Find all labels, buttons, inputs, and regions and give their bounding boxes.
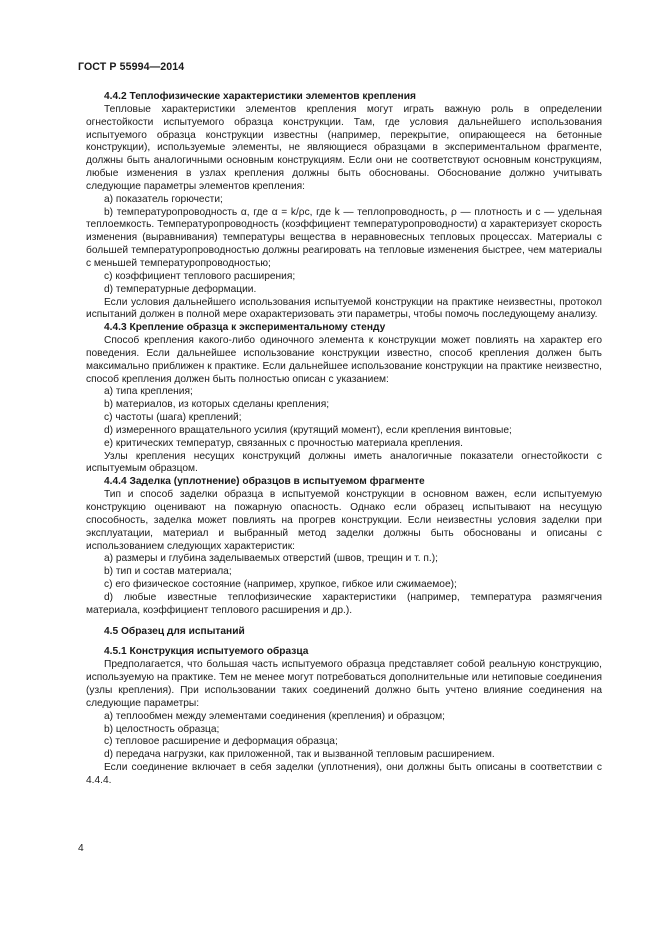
list-item: a) показатель горючести; — [104, 193, 223, 205]
list-item: d) измеренного вращательного усилия (крутящий момент), если крепления винтовые; — [104, 424, 512, 436]
list-item: b) материалов, из которых сделаны крепления; — [104, 399, 330, 411]
list-item: a) типа крепления; — [104, 386, 193, 398]
list-item: b) тип и состав материала; — [104, 566, 232, 578]
list-item: e) критических температур, связанных с прочностью материала крепления. — [104, 437, 463, 449]
paragraph: Если условия дальнейшего использования испытуемой конструкции на практике неизвестны, протокол испытаний должен в полной мере охарактеризовать эти параметры, чтобы помочь последующему анализу. — [86, 296, 602, 321]
section-heading-4-4-4: 4.4.4 Заделка (уплотнение) образцов в испытуемом фрагменте — [104, 476, 425, 488]
paragraph: Способ крепления какого-либо одиночного элемента к конструкции может повлиять на характер его поведения. Если дальнейшее использование конструкции известно, способ крепления должен быть максимально приближен к практике. Если дальнейшее использование конструкции на практике неизвестно, способ крепления должен быть полностью описан с указанием: — [86, 335, 602, 385]
paragraph: Тепловые характеристики элементов крепления могут играть важную роль в определении огнестойкости испытуемого образца конструкции. Там, где условия дальнейшего использования испытуемого образца конструкции известны (например, перекрытие, опирающееся на бетонные конструкции), используемые элементы, не являющиеся образцами в экспериментальном фрагменте, должны быть аналогичными основным конструкциям. Если они не соответствуют основным конструкциям, любые изменения в узлах крепления должны быть обоснованы. Обоснование должно учитывать следующие параметры элементов крепления: — [86, 103, 602, 192]
list-item: d) передача нагрузки, как приложенной, так и вызванной тепловым расширением. — [104, 749, 495, 761]
list-item: d) температурные деформации. — [104, 283, 257, 295]
paragraph: Тип и способ заделки образца в испытуемой конструкции в основном важен, если испытуемую конструкцию оценивают на пожарную опасность. Однако если образец испытывают на несущую способность, заделка может повлиять на прогрев конструкции. Если неизвестны условия заделки при эксплуатации, материал и выбранный метод заделки должны быть обоснованы и описаны с использованием следующих характеристик: — [86, 489, 602, 552]
list-item: b) температуропроводность α, где α = k/ρc, где k — теплопроводность, ρ — плотность и c — удельная теплоемкость. Температуропроводность (коэффициент температуропроводности) α характеризует скорость изменения (выравнивания) температуры вещества в неравновесных тепловых процессах. Материалы с большей температуропроводностью должны реагировать на тепловые изменения быстрее, чем материалы с меньшей температуропроводностью; — [86, 206, 602, 269]
list-item: b) целостность образца; — [104, 723, 220, 735]
paragraph: Предполагается, что большая часть испытуемого образца представляет собой реальную конструкцию, используемую на практике. Тем не менее могут потребоваться дополнительные или нетиповые соединения (узлы крепления). При использовании таких соединений должно быть учтено влияние соединения на следующие параметры: — [86, 659, 602, 709]
list-item: c) его физическое состояние (например, хрупкое, гибкое или сжимаемое); — [104, 579, 457, 591]
list-item: c) частоты (шага) креплений; — [104, 412, 242, 424]
list-item: a) размеры и глубина заделываемых отверстий (швов, трещин и т. п.); — [104, 553, 438, 565]
list-item: d) любые известные теплофизические характеристики (например, температура размягчения материала, коэффициент теплового расширения и др.). — [86, 591, 602, 616]
document-body — [86, 91, 602, 788]
list-item: c) коэффициент теплового расширения; — [104, 270, 296, 282]
paragraph: Узлы крепления несущих конструкций должны иметь аналогичные показатели огнестойкости с испытуемым образцом. — [86, 450, 602, 475]
list-item: a) теплообмен между элементами соединения (крепления) и образцом; — [104, 710, 446, 722]
section-heading-4-4-3: 4.4.3 Крепление образца к экспериментальному стенду — [104, 322, 386, 334]
section-heading-4-5: 4.5 Образец для испытаний — [104, 625, 245, 637]
paragraph: Если соединение включает в себя заделки (уплотнения), они должны быть описаны в соответствии с 4.4.4. — [86, 762, 602, 786]
document-header: ГОСТ Р 55994—2014 — [78, 61, 185, 73]
page-number: 4 — [78, 843, 84, 854]
section-heading-4-5-1: 4.5.1 Конструкция испытуемого образца — [104, 646, 309, 658]
list-item: c) тепловое расширение и деформация образца; — [104, 736, 338, 748]
section-heading-4-4-2: 4.4.2 Теплофизические характеристики элементов крепления — [104, 91, 416, 102]
